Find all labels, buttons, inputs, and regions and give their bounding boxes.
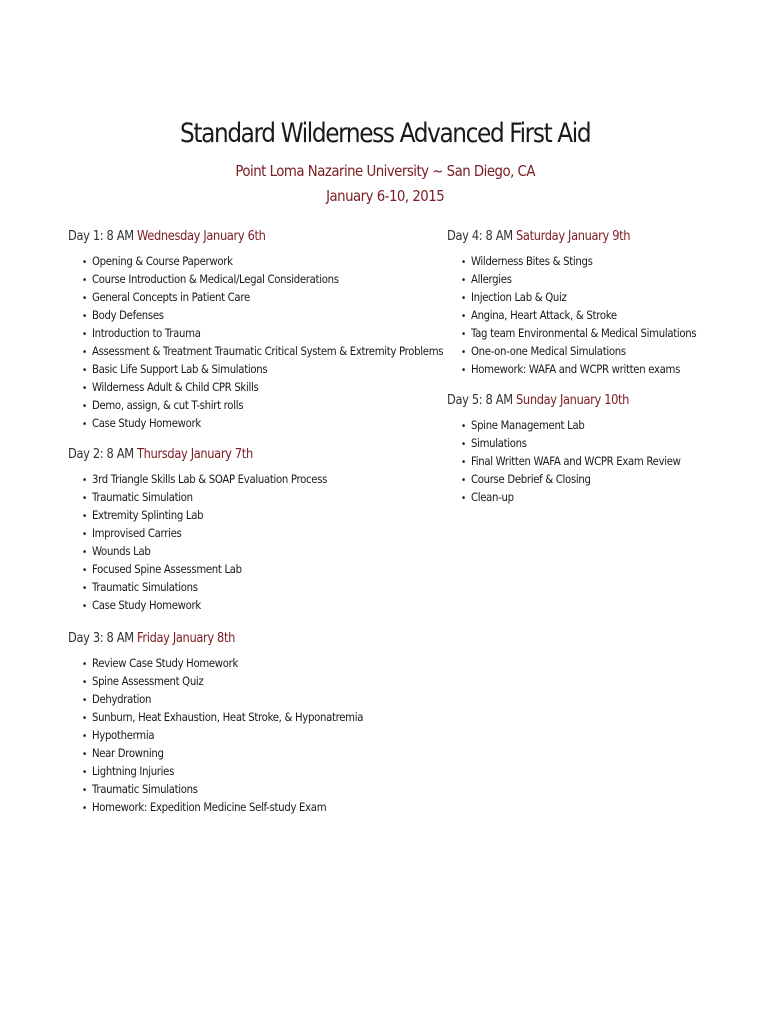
list-item-text: Wilderness Bites & Stings xyxy=(470,254,593,268)
day-2-items xyxy=(68,470,438,614)
list-item-text: Hypothermia xyxy=(91,728,155,742)
bullet-icon: • xyxy=(82,659,87,670)
list-item-text: Wounds Lab xyxy=(91,544,151,558)
bullet-icon: • xyxy=(82,695,87,706)
bullet-icon: • xyxy=(461,365,466,376)
list-item-text: 3rd Triangle Skills Lab & SOAP Evaluation Process xyxy=(91,472,328,486)
day-4-section xyxy=(447,228,747,378)
day-3-items xyxy=(68,654,438,816)
bullet-icon: • xyxy=(82,803,87,814)
day-1-label: Day 1: 8 AM xyxy=(68,229,138,244)
list-item-text: Clean-up xyxy=(470,490,514,504)
bullet-icon: • xyxy=(461,293,466,304)
day-2-section xyxy=(68,446,438,614)
list-item-text: Dehydration xyxy=(91,692,152,706)
list-item-text: Wilderness Adult & Child CPR Skills xyxy=(91,380,259,394)
list-item-text: Sunburn, Heat Exhaustion, Heat Stroke, & Hyponatremia xyxy=(91,710,364,724)
list-item-text: Homework: Expedition Medicine Self-study Exam xyxy=(91,800,327,814)
day-1-date: Wednesday January 6th xyxy=(137,229,266,244)
list-item-text: General Concepts in Patient Care xyxy=(91,290,250,304)
list-item-text: Introduction to Trauma xyxy=(91,326,201,340)
list-item xyxy=(82,378,395,396)
bullet-icon: • xyxy=(82,257,87,268)
list-item xyxy=(461,360,713,378)
list-item xyxy=(82,470,395,488)
list-item xyxy=(82,596,395,614)
list-item-text: Homework: WAFA and WCPR written exams xyxy=(470,362,681,376)
bullet-icon: • xyxy=(461,493,466,504)
list-item-text: Tag team Environmental & Medical Simulations xyxy=(470,326,697,340)
list-item xyxy=(82,542,395,560)
list-item xyxy=(82,726,395,744)
bullet-icon: • xyxy=(82,275,87,286)
bullet-icon: • xyxy=(461,439,466,450)
bullet-icon: • xyxy=(82,419,87,430)
list-item xyxy=(82,780,395,798)
list-item xyxy=(82,560,395,578)
course-dates: January 6-10, 2015 xyxy=(326,187,445,205)
list-item-text: Lightning Injuries xyxy=(91,764,175,778)
list-item xyxy=(82,488,395,506)
list-item xyxy=(461,270,713,288)
day-4-heading xyxy=(447,228,711,246)
bullet-icon: • xyxy=(461,311,466,322)
list-item xyxy=(82,506,395,524)
bullet-icon: • xyxy=(461,329,466,340)
list-item xyxy=(82,524,395,542)
bullet-icon: • xyxy=(82,785,87,796)
list-item-text: Basic Life Support Lab & Simulations xyxy=(91,362,268,376)
bullet-icon: • xyxy=(82,311,87,322)
list-item-text: Traumatic Simulations xyxy=(91,580,198,594)
bullet-icon: • xyxy=(461,475,466,486)
list-item xyxy=(461,434,713,452)
list-item-text: Case Study Homework xyxy=(91,416,201,430)
course-location: Point Loma Nazarine University ~ San Diego, CA xyxy=(235,162,535,180)
bullet-icon: • xyxy=(82,529,87,540)
list-item-text: Body Defenses xyxy=(91,308,164,322)
day-5-label: Day 5: 8 AM xyxy=(447,393,517,408)
bullet-icon: • xyxy=(82,583,87,594)
bullet-icon: • xyxy=(461,275,466,286)
list-item xyxy=(461,324,713,342)
list-item-text: Assessment & Treatment Traumatic Critical System & Extremity Problems xyxy=(91,344,444,358)
list-item xyxy=(82,324,395,342)
bullet-icon: • xyxy=(82,677,87,688)
list-item xyxy=(461,452,713,470)
list-item-text: Allergies xyxy=(470,272,512,286)
section-spacer xyxy=(447,378,747,392)
list-item-text: Simulations xyxy=(470,436,527,450)
list-item-text: Improvised Carries xyxy=(91,526,182,540)
bullet-icon: • xyxy=(82,713,87,724)
schedule-column-right xyxy=(447,228,747,506)
day-4-label: Day 4: 8 AM xyxy=(447,229,517,244)
list-item-text: Case Study Homework xyxy=(91,598,201,612)
list-item xyxy=(461,470,713,488)
bullet-icon: • xyxy=(461,457,466,468)
bullet-icon: • xyxy=(82,347,87,358)
list-item xyxy=(82,578,395,596)
day-4-date: Saturday January 9th xyxy=(516,229,631,244)
list-item-text: One-on-one Medical Simulations xyxy=(470,344,626,358)
list-item-text: Injection Lab & Quiz xyxy=(470,290,567,304)
day-5-heading xyxy=(447,392,711,410)
list-item-text: Spine Management Lab xyxy=(470,418,585,432)
day-2-label: Day 2: 8 AM xyxy=(68,447,138,462)
list-item xyxy=(82,306,395,324)
section-spacer xyxy=(68,432,438,446)
list-item-text: Angina, Heart Attack, & Stroke xyxy=(470,308,617,322)
list-item-text: Traumatic Simulations xyxy=(91,782,198,796)
list-item xyxy=(461,306,713,324)
day-1-items xyxy=(68,252,444,432)
day-1-section xyxy=(68,228,444,432)
list-item xyxy=(82,798,395,816)
bullet-icon: • xyxy=(461,421,466,432)
list-item-text: Near Drowning xyxy=(91,746,164,760)
bullet-icon: • xyxy=(82,365,87,376)
bullet-icon: • xyxy=(82,293,87,304)
day-5-date: Sunday January 10th xyxy=(516,393,630,408)
day-5-section xyxy=(447,392,747,506)
list-item xyxy=(82,342,444,360)
list-item xyxy=(461,342,713,360)
list-item xyxy=(82,396,395,414)
bullet-icon: • xyxy=(82,565,87,576)
list-item xyxy=(82,744,395,762)
list-item-text: Spine Assessment Quiz xyxy=(91,674,204,688)
list-item xyxy=(461,288,713,306)
bullet-icon: • xyxy=(82,749,87,760)
list-item xyxy=(82,672,395,690)
bullet-icon: • xyxy=(82,329,87,340)
day-3-date: Friday January 8th xyxy=(137,631,236,646)
list-item xyxy=(82,360,395,378)
list-item xyxy=(461,252,713,270)
bullet-icon: • xyxy=(82,731,87,742)
bullet-icon: • xyxy=(82,383,87,394)
day-3-section xyxy=(68,630,438,816)
bullet-icon: • xyxy=(461,257,466,268)
list-item xyxy=(82,654,395,672)
list-item-text: Extremity Splinting Lab xyxy=(91,508,204,522)
list-item-text: Course Debrief & Closing xyxy=(470,472,591,486)
list-item xyxy=(461,488,713,506)
day-3-label: Day 3: 8 AM xyxy=(68,631,138,646)
day-5-items xyxy=(447,416,747,506)
bullet-icon: • xyxy=(82,511,87,522)
day-2-date: Thursday January 7th xyxy=(137,447,253,462)
list-item xyxy=(82,708,395,726)
document-title: Standard Wilderness Advanced First Aid xyxy=(180,118,591,149)
day-2-heading xyxy=(68,446,394,464)
list-item xyxy=(82,414,395,432)
list-item xyxy=(82,270,395,288)
day-1-heading xyxy=(68,228,394,246)
section-spacer xyxy=(68,614,438,630)
list-item xyxy=(82,288,395,306)
list-item-text: Opening & Course Paperwork xyxy=(91,254,233,268)
list-item xyxy=(82,252,395,270)
bullet-icon: • xyxy=(82,475,87,486)
day-3-heading xyxy=(68,630,394,648)
list-item-text: Focused Spine Assessment Lab xyxy=(91,562,242,576)
list-item-text: Review Case Study Homework xyxy=(91,656,239,670)
list-item xyxy=(82,762,395,780)
bullet-icon: • xyxy=(82,601,87,612)
bullet-icon: • xyxy=(82,401,87,412)
list-item xyxy=(461,416,713,434)
list-item-text: Demo, assign, & cut T-shirt rolls xyxy=(91,398,244,412)
list-item-text: Traumatic Simulation xyxy=(91,490,193,504)
list-item-text: Final Written WAFA and WCPR Exam Review xyxy=(470,454,681,468)
bullet-icon: • xyxy=(82,767,87,778)
bullet-icon: • xyxy=(461,347,466,358)
day-4-items xyxy=(447,252,747,378)
list-item xyxy=(82,690,395,708)
schedule-column-left xyxy=(68,228,444,816)
list-item-text: Course Introduction & Medical/Legal Considerations xyxy=(91,272,339,286)
bullet-icon: • xyxy=(82,547,87,558)
bullet-icon: • xyxy=(82,493,87,504)
